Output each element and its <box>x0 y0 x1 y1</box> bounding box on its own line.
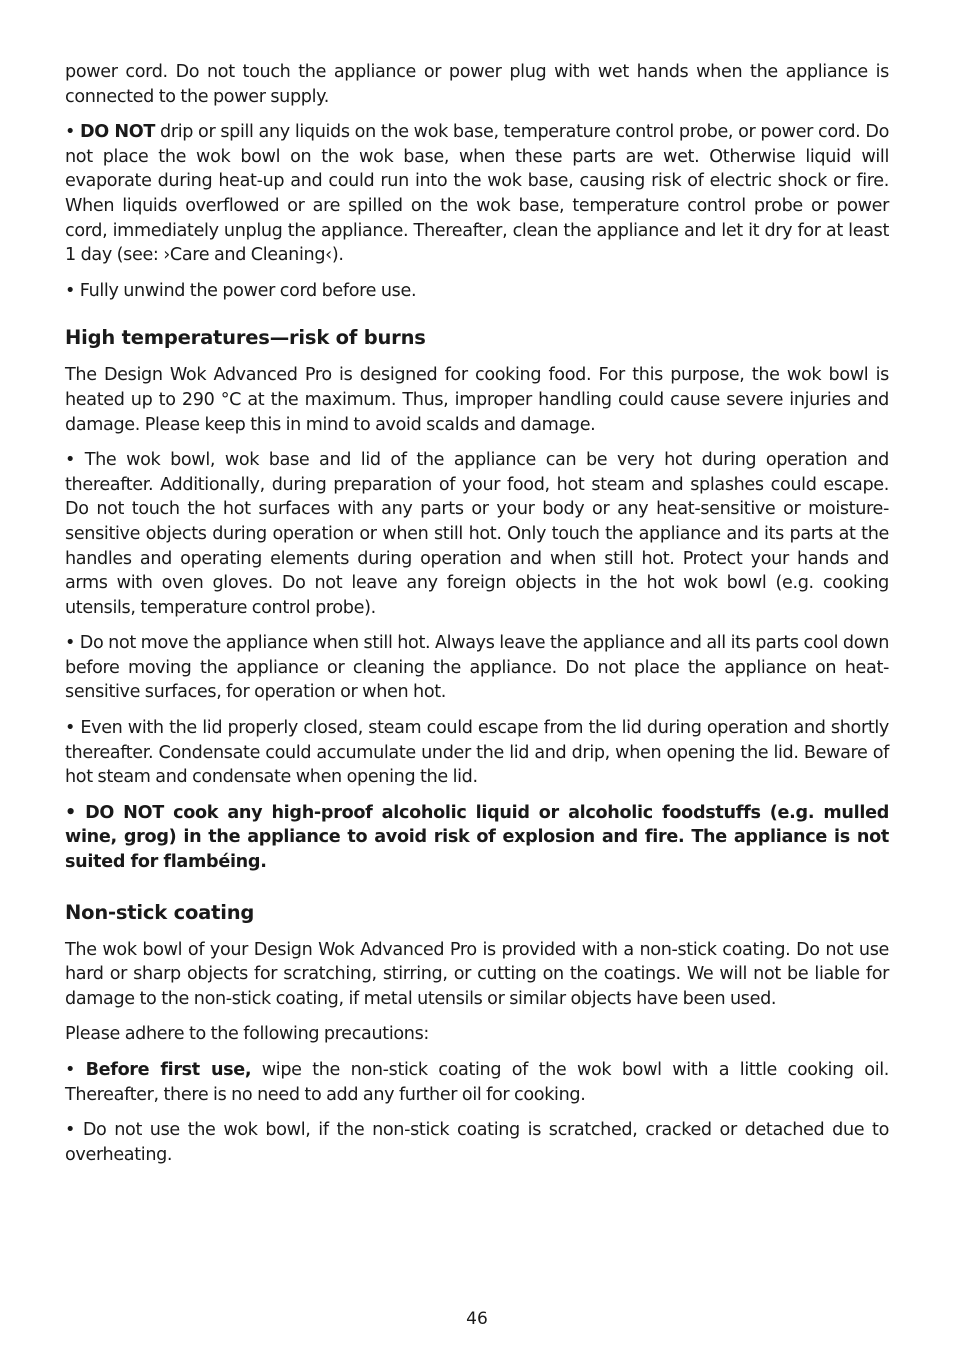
intro-paragraph: power cord. Do not touch the appliance or power plug with wet hands when the appliance is connected to the power supply. <box>65 62 889 107</box>
high-temp-intro: The Design Wok Advanced Pro is designed for cooking food. For this purpose, the wok bowl is heated up to 290 °C at the maximum. Thus, improper handling could cause severe injuries and damage. Please keep this in mind to avoid scalds and damage. <box>65 365 889 435</box>
hot-surfaces-bullet: • The wok bowl, wok base and lid of the appliance can be very hot during operation and thereafter. Additionally, during preparation of your food, hot steam and splashes could escape. Do not touch the hot surfaces with any parts or your body or any heat-sensitive or moisture-sensitive objects during operation or when still hot. Only touch the appliance and its parts at the handles and operating elements during operation and when still hot. Protect your hands and arms with oven gloves. Do not leave any foreign objects in the hot wok bowl (e.g. cooking utensils, temperature control probe). <box>65 450 889 618</box>
no-liquids-text: drip or spill any liquids on the wok base, temperature control probe, or power cord. Do not place the wok bowl on the wok base, when these parts are wet. Otherwise liquid will evaporate during heat-up and could run into the wok base, causing risk of electric shock or fire. When liquids overflowed or are spilled on the wok base, temperature control probe or power cord, immediately unplug the appliance. Thereafter, clean the appliance and let it dry for at least 1 day (see: ›Care and Cleaning‹). <box>65 122 889 266</box>
do-not-emphasis: DO NOT <box>80 122 156 143</box>
high-temperatures-heading: High temperatures—risk of burns <box>65 326 426 350</box>
bullet-mark: • <box>65 122 81 143</box>
bullet-mark: • <box>65 1060 86 1080</box>
non-stick-intro: The wok bowl of your Design Wok Advanced Pro is provided with a non-stick coating. Do not use hard or sharp objects for scratching, stirring, or cutting on the coatings. We will not be liable for damage to the non-stick coating, if metal utensils or similar objects have been used. <box>65 939 889 1009</box>
document-page <box>65 60 889 1178</box>
steam-bullet: • Even with the lid properly closed, steam could escape from the lid during operation and shortly thereafter. Condensate could accumulate under the lid and drip, when opening the lid. Beware of hot steam and condensate when opening the lid. <box>65 718 889 788</box>
no-liquids-bullet <box>65 120 889 268</box>
unwind-cord-bullet: • Fully unwind the power cord before use. <box>65 280 417 301</box>
page-number: 46 <box>466 1309 488 1329</box>
precautions-intro: Please adhere to the following precautions: <box>65 1024 429 1045</box>
non-stick-heading: Non-stick coating <box>65 900 255 924</box>
alcohol-warning-bullet: • DO NOT cook any high-proof alcoholic liquid or alcoholic foodstuffs (e.g. mulled wine, grog) in the appliance to avoid risk of explosion and fire. The appliance is not suited for flambéing. <box>65 802 889 873</box>
do-not-move-bullet: • Do not move the appliance when still hot. Always leave the appliance and all its parts cool down before moving the appliance or cleaning the appliance. Do not place the appliance on heat-sensitive surfaces, for operation or when hot. <box>65 633 889 703</box>
damaged-coating-bullet: • Do not use the wok bowl, if the non-stick coating is scratched, cracked or detached due to overheating. <box>65 1120 889 1165</box>
first-use-bullet <box>65 1058 889 1107</box>
first-use-text: wipe the non-stick coating of the wok bowl with a little cooking oil. Thereafter, there is no need to add any further oil for cooking. <box>65 1060 890 1105</box>
first-use-emphasis: Before first use, <box>85 1060 252 1080</box>
